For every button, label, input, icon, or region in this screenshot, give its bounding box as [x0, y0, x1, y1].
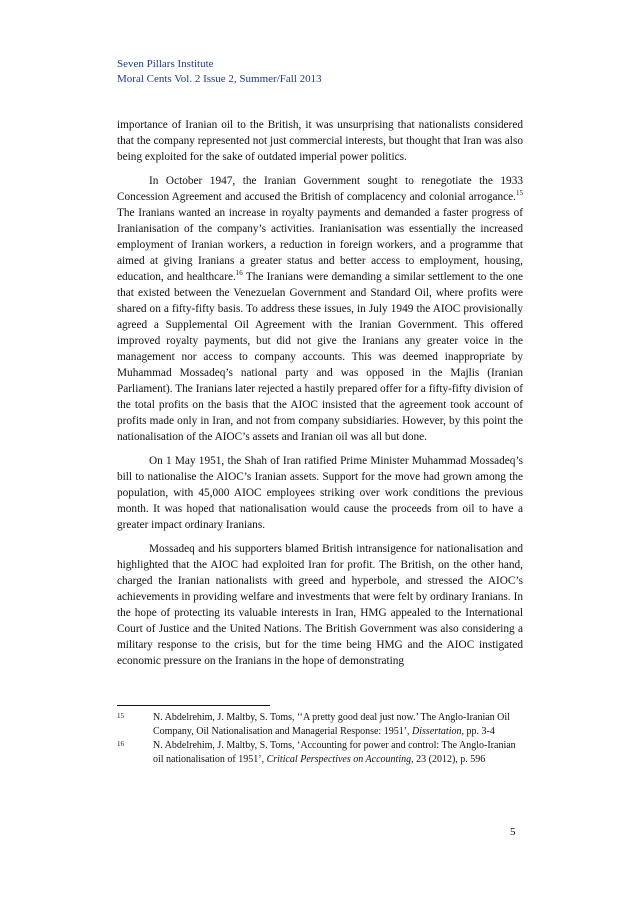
- paragraph-2: [117, 173, 523, 445]
- paragraph-4: Mossadeq and his supporters blamed British intransigence for nationalisation and highlighted that the AIOC had exploited Iran for profit. The British, on the other hand, charged the Iranian nationalists with greed and hyperbole, and stressed the AIOC’s achievements in providing welfare and investments that were felt by ordinary Iranians. In the hope of protecting its valuable interests in Iran, HMG appealed to the International Court of Justice and the United Nations. The British Government was also considering a military response to the crisis, but for the time being HMG and the AIOC instigated economic pressure on the Iranians in the hope of demonstrating: [117, 543, 523, 667]
- running-header: [117, 57, 322, 87]
- header-journal: Moral Cents Vol. 2 Issue 2, Summer/Fall 2013: [117, 73, 322, 85]
- footnote-title: Dissertation: [412, 726, 462, 737]
- paragraph-2-part-a: In October 1947, the Iranian Government sought to renegotiate the 1933 Concession Agreement and accused the British of complacency and colonial arrogance.: [117, 175, 523, 203]
- header-institute: Seven Pillars Institute: [117, 58, 214, 70]
- footnote-ref-16[interactable]: 16: [235, 269, 243, 277]
- paragraph-3: On 1 May 1951, the Shah of Iran ratified Prime Minister Muhammad Mossadeq’s bill to nationalise the AIOC’s Iranian assets. Support for the move had grown among the population, with 45,000 AIOC employees striking over work conditions the previous month. It was hoped that nationalisation would cause the proceeds from oil to have a greater impact ordinary Iranians.: [117, 455, 523, 531]
- footnote-text: N. Abdelrehim, J. Maltby, S. Toms, ‘Accounting for power and control: The Anglo-Iranian oil nationalisation of 1951’,: [153, 740, 516, 765]
- footnote-divider: [117, 705, 270, 706]
- footnotes: [117, 711, 523, 767]
- footnote-ref-15[interactable]: 15: [516, 189, 523, 197]
- body-text: [117, 117, 523, 677]
- footnote-title: Critical Perspectives on Accounting: [266, 754, 412, 765]
- footnote-pages: , pp. 3-4: [461, 726, 495, 737]
- footnote-number: 16: [117, 740, 124, 748]
- footnote-16: [117, 739, 523, 767]
- footnote-number: 15: [117, 712, 124, 720]
- paragraph-2-part-b: The Iranians wanted an increase in royalty payments and demanded a faster progress of Iranianisation of the company’s activities. Iranianisation was essentially the increased employment of Iranian workers, a reduction in foreign workers, and a programme that aimed at giving Iranians a greater status and better access to employment, housing, education, and healthcare.: [117, 207, 523, 283]
- page-number: 5: [510, 826, 516, 838]
- footnote-text: N. Abdelrehim, J. Maltby, S. Toms, ‘‘A pretty good deal just now.’ The Anglo-Iranian Oil Company, Oil Nationalisation and Managerial Response: 1951’,: [153, 712, 510, 737]
- paragraph-2-part-c: The Iranians were demanding a similar settlement to the one that existed between the Venezuelan Government and Standard Oil, where profits were shared on a fifty-fifty basis. To address these issues, in July 1949 the AIOC provisionally agreed a Supplemental Oil Agreement with the Iranian Government. This offered improved royalty payments, but did not give the Iranians any greater voice in the management nor access to company accounts. This was deemed inappropriate by Muhammad Mossadeq’s national party and was opposed in the Majlis (Iranian Parliament). The Iranians later rejected a hastily prepared offer for a fifty-fifty division of the total profits on the basis that the AIOC insisted that the agreement took account of profits made only in Iran, and not from company subsidiaries. However, by this point the nationalisation of the AIOC’s assets and Iranian oil was all but done.: [117, 271, 523, 443]
- footnote-pages: , 23 (2012), p. 596: [411, 754, 486, 765]
- footnote-15: [117, 711, 523, 739]
- paragraph-1: importance of Iranian oil to the British, it was unsurprising that nationalists considered that the company represented not just commercial interests, but thought that Iran was also being exploited for the sake of outdated imperial power politics.: [117, 119, 523, 163]
